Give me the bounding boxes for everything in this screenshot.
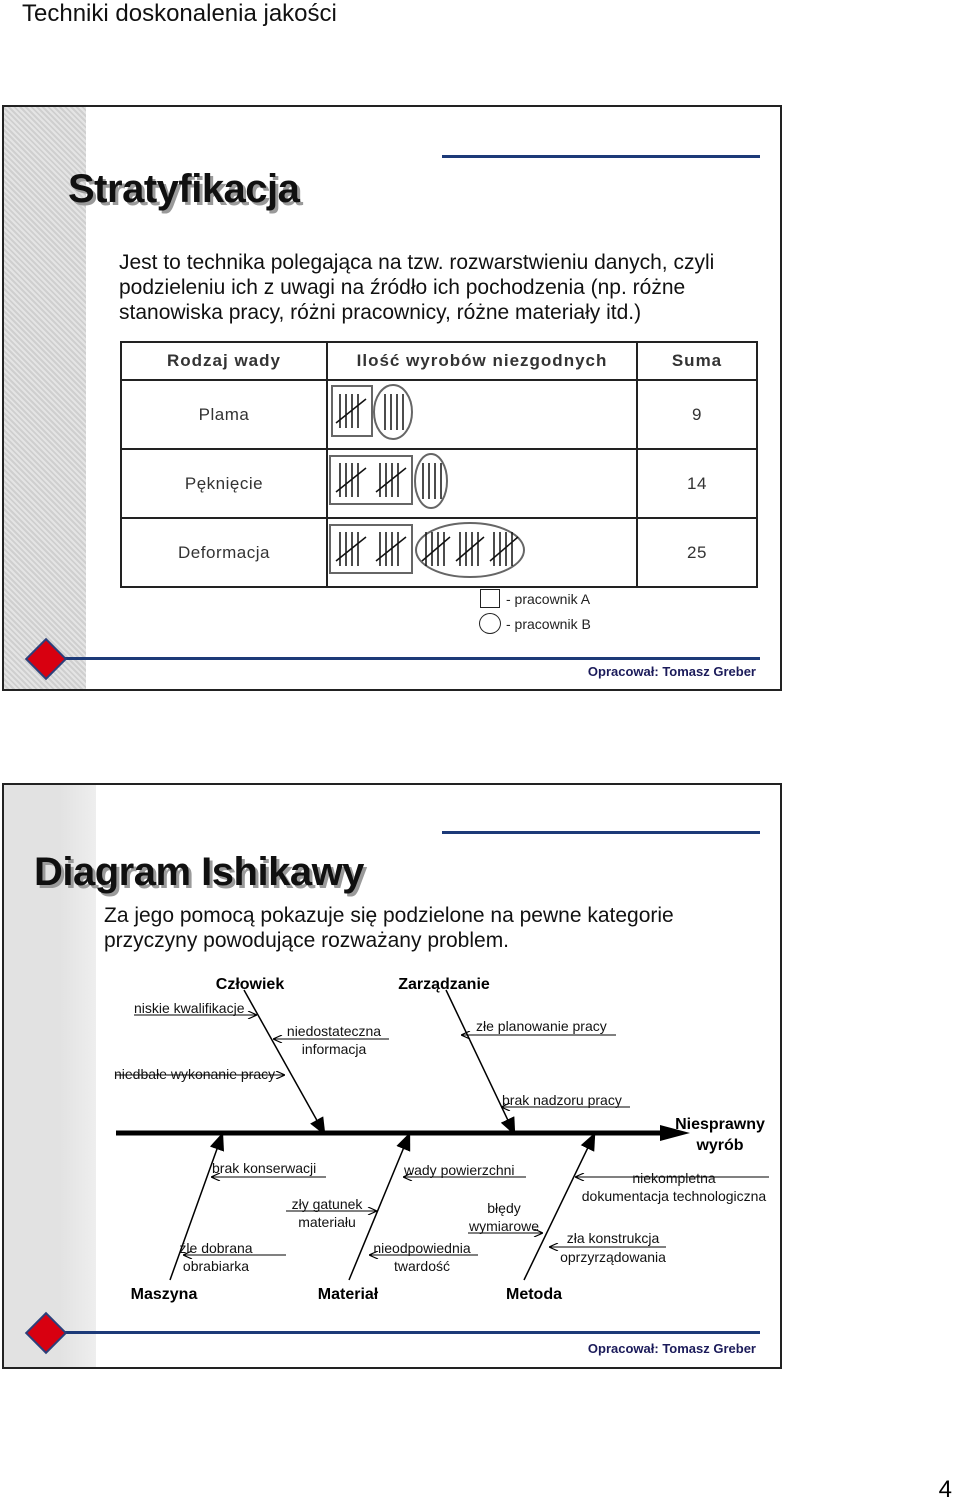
category-label: Maszyna xyxy=(130,1286,198,1303)
table-header-row xyxy=(121,342,757,380)
cause-label: niedostateczna xyxy=(286,1023,382,1039)
cause-label: nieodpowiednia xyxy=(373,1240,471,1256)
intro-line: Jest to technika polegająca na tzw. rozwarstwieniu danych, czyli xyxy=(119,251,715,274)
stratification-table xyxy=(120,341,758,588)
page-number: 4 xyxy=(938,1476,952,1503)
table-row xyxy=(121,518,757,587)
tally-cell xyxy=(327,380,637,449)
worker-a-box xyxy=(330,525,412,573)
column-header: Rodzaj wady xyxy=(121,342,327,380)
worker-b-ellipse xyxy=(415,454,447,508)
tally-marks xyxy=(328,519,634,581)
slide-footer: Opracował: Tomasz Greber xyxy=(587,664,756,679)
diamond-icon xyxy=(26,639,66,679)
tally-marks xyxy=(328,381,634,443)
slide-ishikawa xyxy=(2,783,782,1369)
defect-name: Plama xyxy=(121,380,327,449)
intro-line: przyczyny powodujące rozważany problem. xyxy=(104,929,510,952)
effect-label: wyrób xyxy=(696,1137,744,1154)
sum-value: 25 xyxy=(637,518,757,587)
cause-label: zły gatunek xyxy=(291,1196,363,1212)
cause-label: brak nadzoru pracy xyxy=(502,1092,622,1108)
cause-label: dokumentacja technologiczna xyxy=(581,1188,767,1204)
legend-worker-b: - pracownik B xyxy=(506,616,591,632)
intro-line: podzieleniu ich z uwagi na źródło ich pochodzenia (np. różne xyxy=(119,276,686,299)
cause-label: wymiarowe xyxy=(468,1218,540,1234)
table-row xyxy=(121,449,757,518)
cause-label: złe planowanie pracy xyxy=(476,1018,607,1034)
intro-line: Za jego pomocą pokazuje się podzielone na pewne kategorie xyxy=(104,904,674,927)
cause-label: twardość xyxy=(393,1258,451,1274)
column-header: Ilość wyrobów niezgodnych xyxy=(327,342,637,380)
document-header: Techniki doskonalenia jakości xyxy=(22,0,337,27)
ishikawa-diagram xyxy=(4,785,780,1367)
defect-name: Deformacja xyxy=(121,518,327,587)
tally-cell xyxy=(327,449,637,518)
cause-label: niskie kwalifikacje xyxy=(134,1000,245,1016)
bone-czlowiek xyxy=(244,990,324,1133)
cause-label: źle dobrana xyxy=(179,1240,253,1256)
cause-label: informacja xyxy=(301,1041,367,1057)
legend-worker-a: - pracownik A xyxy=(506,591,591,607)
category-label: Materiał xyxy=(317,1286,379,1303)
cause-label: obrabiarka xyxy=(182,1258,250,1274)
cause-label: zła konstrukcja xyxy=(566,1230,660,1246)
intro-line: stanowiska pracy, różni pracownicy, różne materiały itd.) xyxy=(119,301,642,324)
tally-cell xyxy=(327,518,637,587)
cause-label: materiału xyxy=(298,1214,356,1230)
legend-circle-icon xyxy=(479,613,501,634)
top-rule xyxy=(442,155,760,158)
category-label: Człowiek xyxy=(215,976,285,993)
worker-b-ellipse xyxy=(374,385,412,439)
bottom-rule xyxy=(64,657,760,660)
table-row xyxy=(121,380,757,449)
cause-label: niekompletna xyxy=(632,1170,716,1186)
category-label: Metoda xyxy=(506,1286,562,1303)
cause-label: niedbałe wykonanie pracy xyxy=(114,1066,276,1082)
slide-title: Stratyfikacja xyxy=(68,167,300,211)
column-header: Suma xyxy=(637,342,757,380)
defect-name: Pęknięcie xyxy=(121,449,327,518)
sum-value: 9 xyxy=(637,380,757,449)
slide-intro xyxy=(119,250,714,325)
slide-stratyfikacja xyxy=(2,105,782,691)
bone-zarzadzanie xyxy=(446,990,514,1133)
slide-title: Diagram Ishikawy xyxy=(34,850,364,894)
bottom-rule xyxy=(64,1331,760,1334)
tally-marks xyxy=(328,450,634,512)
cause-label: błędy xyxy=(487,1200,521,1216)
legend-square-icon xyxy=(480,589,500,608)
effect-label: Niesprawny xyxy=(675,1116,765,1133)
slide-footer: Opracował: Tomasz Greber xyxy=(587,1341,756,1356)
sum-value: 14 xyxy=(637,449,757,518)
category-label: Zarządzanie xyxy=(398,976,490,993)
diamond-icon xyxy=(26,1313,66,1353)
cause-label: oprzyrządowania xyxy=(560,1249,666,1265)
cause-label: wady powierzchni xyxy=(404,1162,515,1178)
cause-label: brak konserwacji xyxy=(212,1160,317,1176)
worker-a-box xyxy=(330,456,412,504)
